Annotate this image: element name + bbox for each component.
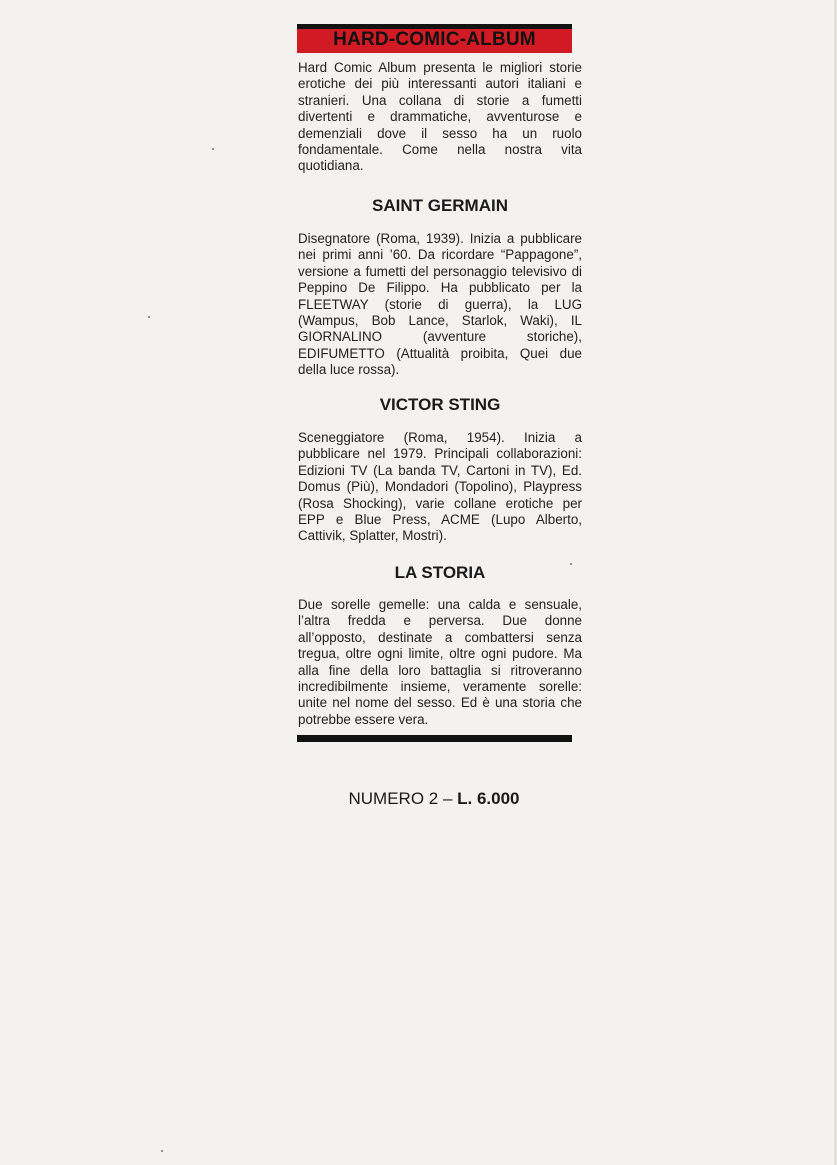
issue-number: NUMERO 2 – [348,789,453,808]
section-saint-germain-body [298,231,582,379]
section-la-storia-body [298,597,582,728]
intro-text: Hard Comic Album presenta le migliori storie erotiche dei più interessanti autori italiani e stranieri. Una collana di storie a fumetti divertenti e drammatiche, avventurose e demenziali dove il sesso ha un ruolo fondamentale. Come nella nostra vita quotidiana. [298,60,582,174]
section-text: Disegnatore (Roma, 1939). Inizia a pubblicare nei primi anni ’60. Da ricordare “Pappagone”, versione a fumetti del personaggio televisivo di Peppino De Filippo. Ha pubblicato per la FLEETWAY (storie di guerra), la LUG (Wampus, Bob Lance, Starlok, Waki), IL GIORNALINO (avventure storiche), EDIFUMETTO (Attualità proibita, Quei due della luce rossa). [298,231,582,378]
masthead [297,24,572,54]
paper-speck [570,563,572,565]
divider-rule [297,735,572,742]
section-text: Due sorelle gemelle: una calda e sensuale, l’altra fredda e perversa. Due donne all’opposto, destinate a combattersi senza tregua, oltre ogni limite, oltre ogni pudore. Ma alla fine della loro battaglia si ritroveranno incredibilmente insieme, veramente sorelle: unite nel nome del sesso. Ed è una storia che potrebbe essere vera. [298,597,582,727]
section-saint-germain [298,196,582,216]
section-victor-sting [298,395,582,415]
issue-footer [298,789,570,809]
intro-block [298,60,582,175]
paper-speck [161,1150,163,1152]
section-heading: SAINT GERMAIN [372,196,508,215]
paper-speck [148,316,150,318]
issue-price: L. 6.000 [457,789,520,808]
masthead-title: HARD-COMIC-ALBUM [333,29,536,50]
section-text: Sceneggiatore (Roma, 1954). Inizia a pubblicare nel 1979. Principali collaborazioni: Edizioni TV (La banda TV, Cartoni in TV), Ed. Domus (Più), Mondadori (Topolino), Playpress (Rosa Shocking), varie collane erotiche per EPP e Blue Press, ACME (Lupo Alberto, Cattivik, Splatter, Mostri). [298,430,582,544]
section-heading: LA STORIA [394,563,486,582]
paper-speck [212,148,214,150]
section-la-storia [298,563,582,583]
section-heading: VICTOR STING [379,395,501,414]
section-victor-sting-body [298,430,582,545]
